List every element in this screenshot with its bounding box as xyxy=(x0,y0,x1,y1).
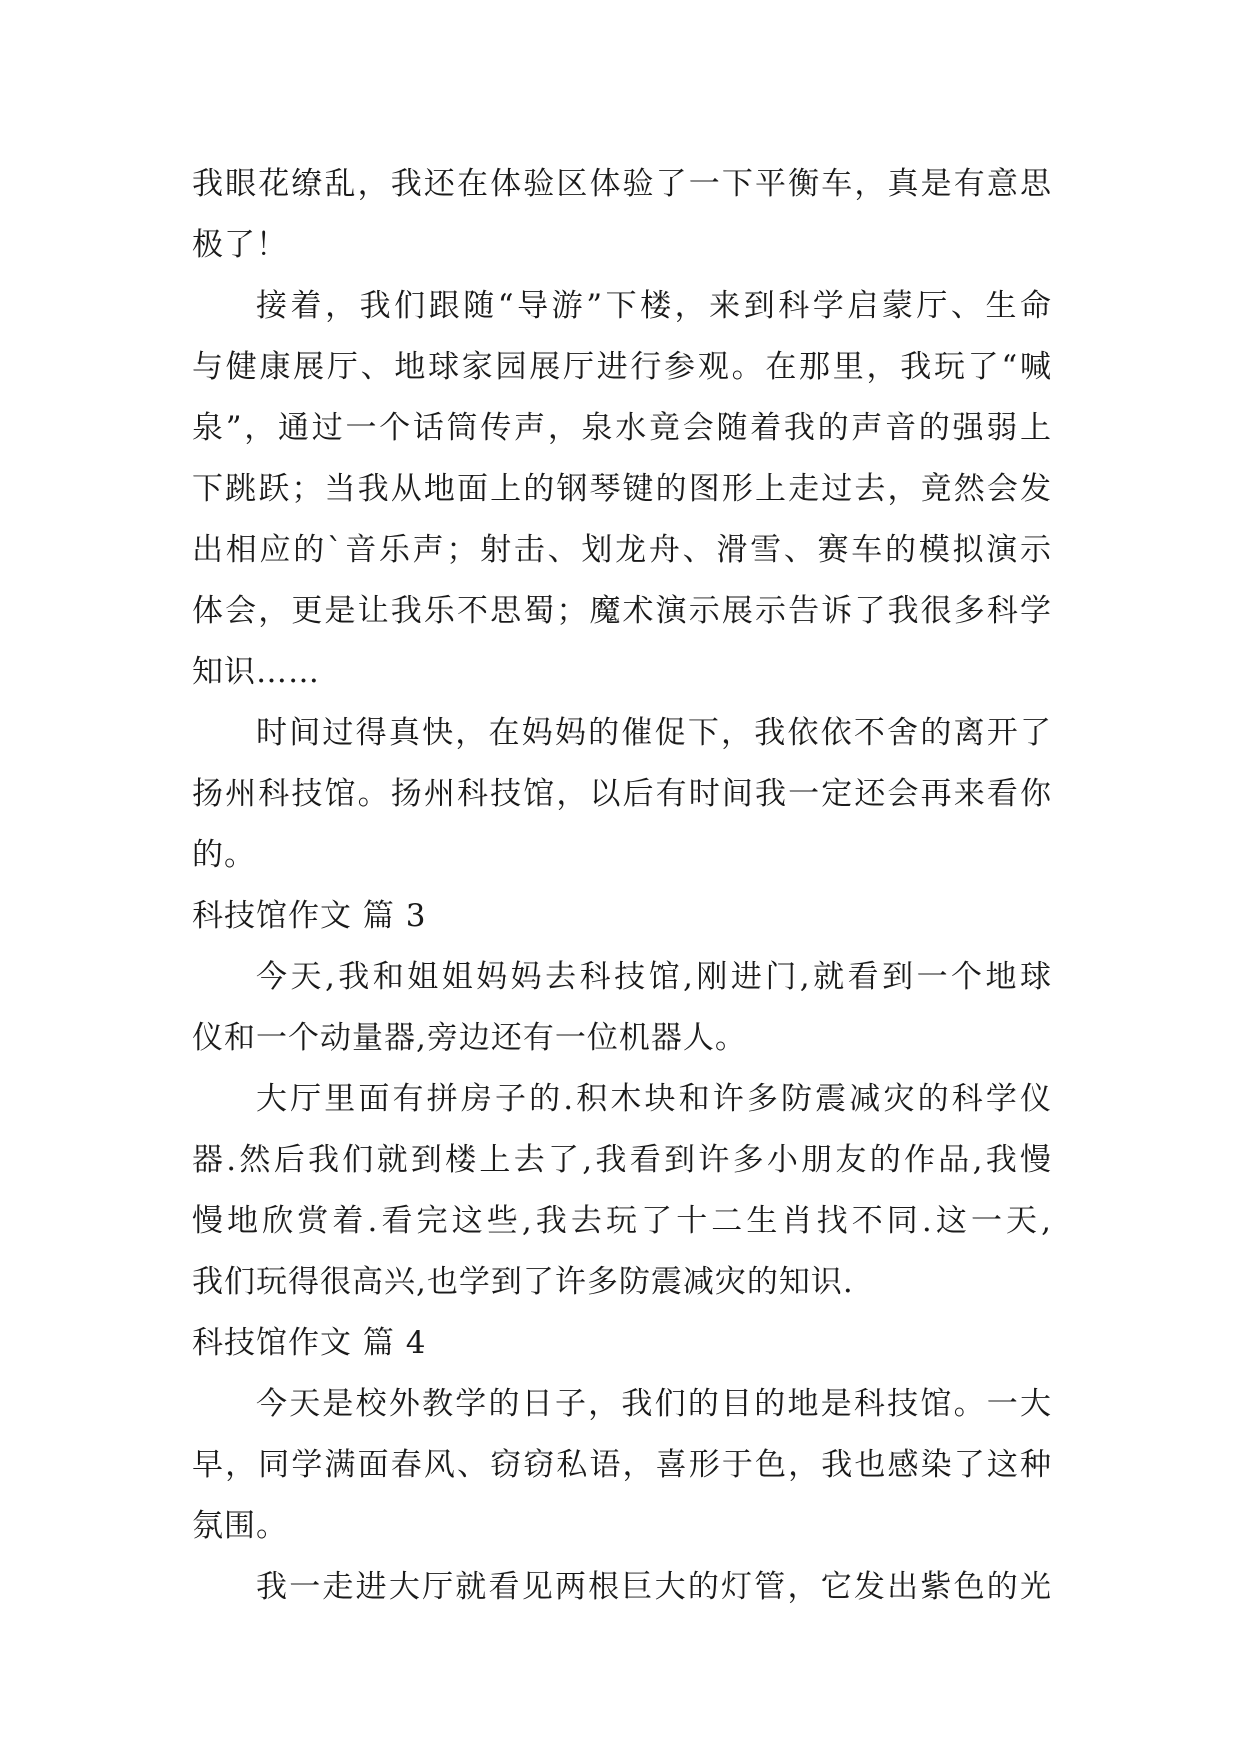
text-line: 大厅里面有拼房子的.积木块和许多防震减灾的科学仪 xyxy=(256,1081,1052,1117)
paragraph xyxy=(192,276,1052,703)
text-line: 体会，更是让我乐不思蜀；魔术演示展示告诉了我很多科学 xyxy=(192,593,1052,629)
text-line: 今天是校外教学的日子，我们的目的地是科技馆。一大 xyxy=(256,1386,1052,1422)
document-page xyxy=(192,154,1052,1618)
text-line: 我眼花缭乱，我还在体验区体验了一下平衡车，真是有意思 xyxy=(192,166,1052,202)
paragraph xyxy=(192,1374,1052,1557)
text-line: 扬州科技馆。扬州科技馆，以后有时间我一定还会再来看你 xyxy=(192,776,1052,812)
text-line: 接着，我们跟随“导游”下楼，来到科学启蒙厅、生命 xyxy=(256,288,1052,324)
paragraph xyxy=(192,703,1052,886)
section-heading: 科技馆作文 篇 4 xyxy=(192,1325,427,1361)
paragraph xyxy=(192,1069,1052,1313)
text-line: 我们玩得很高兴,也学到了许多防震减灾的知识. xyxy=(192,1264,854,1300)
text-line: 今天,我和姐姐妈妈去科技馆,刚进门,就看到一个地球 xyxy=(256,959,1052,995)
text-line: 知识…… xyxy=(192,654,320,690)
text-line: 时间过得真快，在妈妈的催促下，我依依不舍的离开了 xyxy=(256,715,1052,751)
text-line: 的。 xyxy=(192,837,256,873)
text-line: 氛围。 xyxy=(192,1508,288,1544)
text-line: 泉”，通过一个话筒传声，泉水竟会随着我的声音的强弱上 xyxy=(192,410,1052,446)
paragraph xyxy=(192,947,1052,1069)
text-line: 与健康展厅、地球家园展厅进行参观。在那里，我玩了“喊 xyxy=(192,349,1052,385)
text-line: 器.然后我们就到楼上去了,我看到许多小朋友的作品,我慢 xyxy=(192,1142,1052,1178)
text-line: 仪和一个动量器,旁边还有一位机器人。 xyxy=(192,1020,747,1056)
paragraph xyxy=(192,154,1052,276)
paragraph xyxy=(192,1557,1052,1618)
text-line: 慢地欣赏着.看完这些,我去玩了十二生肖找不同.这一天, xyxy=(192,1203,1052,1239)
text-line: 出相应的`音乐声；射击、划龙舟、滑雪、赛车的模拟演示 xyxy=(192,532,1052,568)
section-heading: 科技馆作文 篇 3 xyxy=(192,898,427,934)
text-line: 我一走进大厅就看见两根巨大的灯管，它发出紫色的光 xyxy=(256,1569,1052,1605)
text-line: 早，同学满面春风、窃窃私语，喜形于色，我也感染了这种 xyxy=(192,1447,1052,1483)
text-line: 下跳跃；当我从地面上的钢琴键的图形上走过去，竟然会发 xyxy=(192,471,1052,507)
text-line: 极了！ xyxy=(192,227,288,263)
